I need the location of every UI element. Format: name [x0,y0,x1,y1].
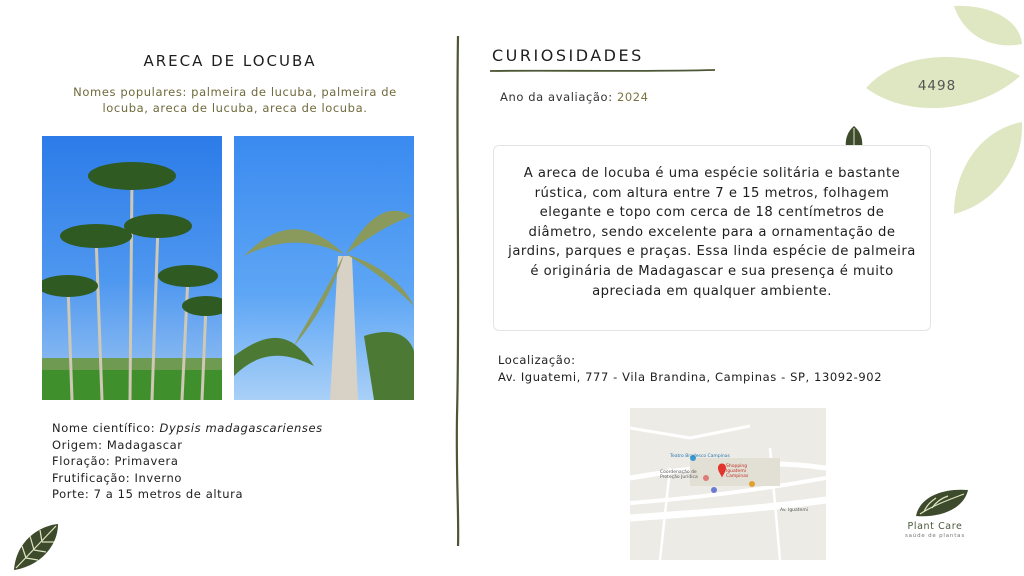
map-label-3: Av. Iguatemi [780,508,808,513]
location [498,352,882,386]
map-label-2: Coordenação de Proteção Jurídica [660,470,698,480]
plant-facts [52,420,323,503]
plant-care-logo-icon [914,486,970,520]
vertical-divider [455,36,461,546]
palm-closeup-photo [234,136,414,400]
location-address: Av. Iguatemi, 777 - Vila Brandina, Campinas - SP, 13092-902 [498,370,883,384]
brand-name: Plant Care [907,521,963,532]
title-underline [490,68,715,74]
leaf-bottom-left-icon [12,522,62,572]
brand-tagline: saúde de plantas [904,533,966,539]
scientific-name-row [52,420,323,437]
year-value: 2024 [616,90,649,104]
year-label: Ano da avaliação: [500,90,613,104]
popular-names: Nomes populares: palmeira de lucuba, palmeira de locuba, areca de lucuba, areca de locuba. [73,85,397,115]
size-row: Porte: 7 a 15 metros de altura [52,487,244,501]
flowering-row: Floração: Primavera [52,454,179,468]
scientific-name-label: Nome científico: [52,421,156,435]
location-label: Localização: [498,353,576,367]
origin-row: Origem: Madagascar [52,437,183,452]
map-label-1: Shopping Iguatemi Campinas [726,464,749,479]
plant-number: 4498 [917,78,957,94]
fruiting-row: Frutificação: Inverno [52,470,183,485]
leaf-cluster-icon [860,0,1024,224]
palm-grove-photo [42,136,222,400]
location-map[interactable] [630,408,826,560]
section-title: CURIOSIDADES [492,46,644,65]
map-label-0: Teatro Bradesco Campinas [670,454,730,459]
description-text: A areca de locuba é uma espécie solitária e bastante rústica, com altura entre 7 e 15 metros, folhagem elegante e topo com cerca de 18 centímetros de diâmetro, sendo excelente para a ornamentação de jardins, parques e praças. Essa linda espécie de palmeira é originária de Madagascar e sua presença é muito apreciada em qualquer ambiente. [508,166,916,299]
evaluation-year [500,90,649,104]
scientific-name-value: Dypsis madagascarienses [159,421,323,435]
plant-title: ARECA DE LOCUBA [143,52,317,70]
